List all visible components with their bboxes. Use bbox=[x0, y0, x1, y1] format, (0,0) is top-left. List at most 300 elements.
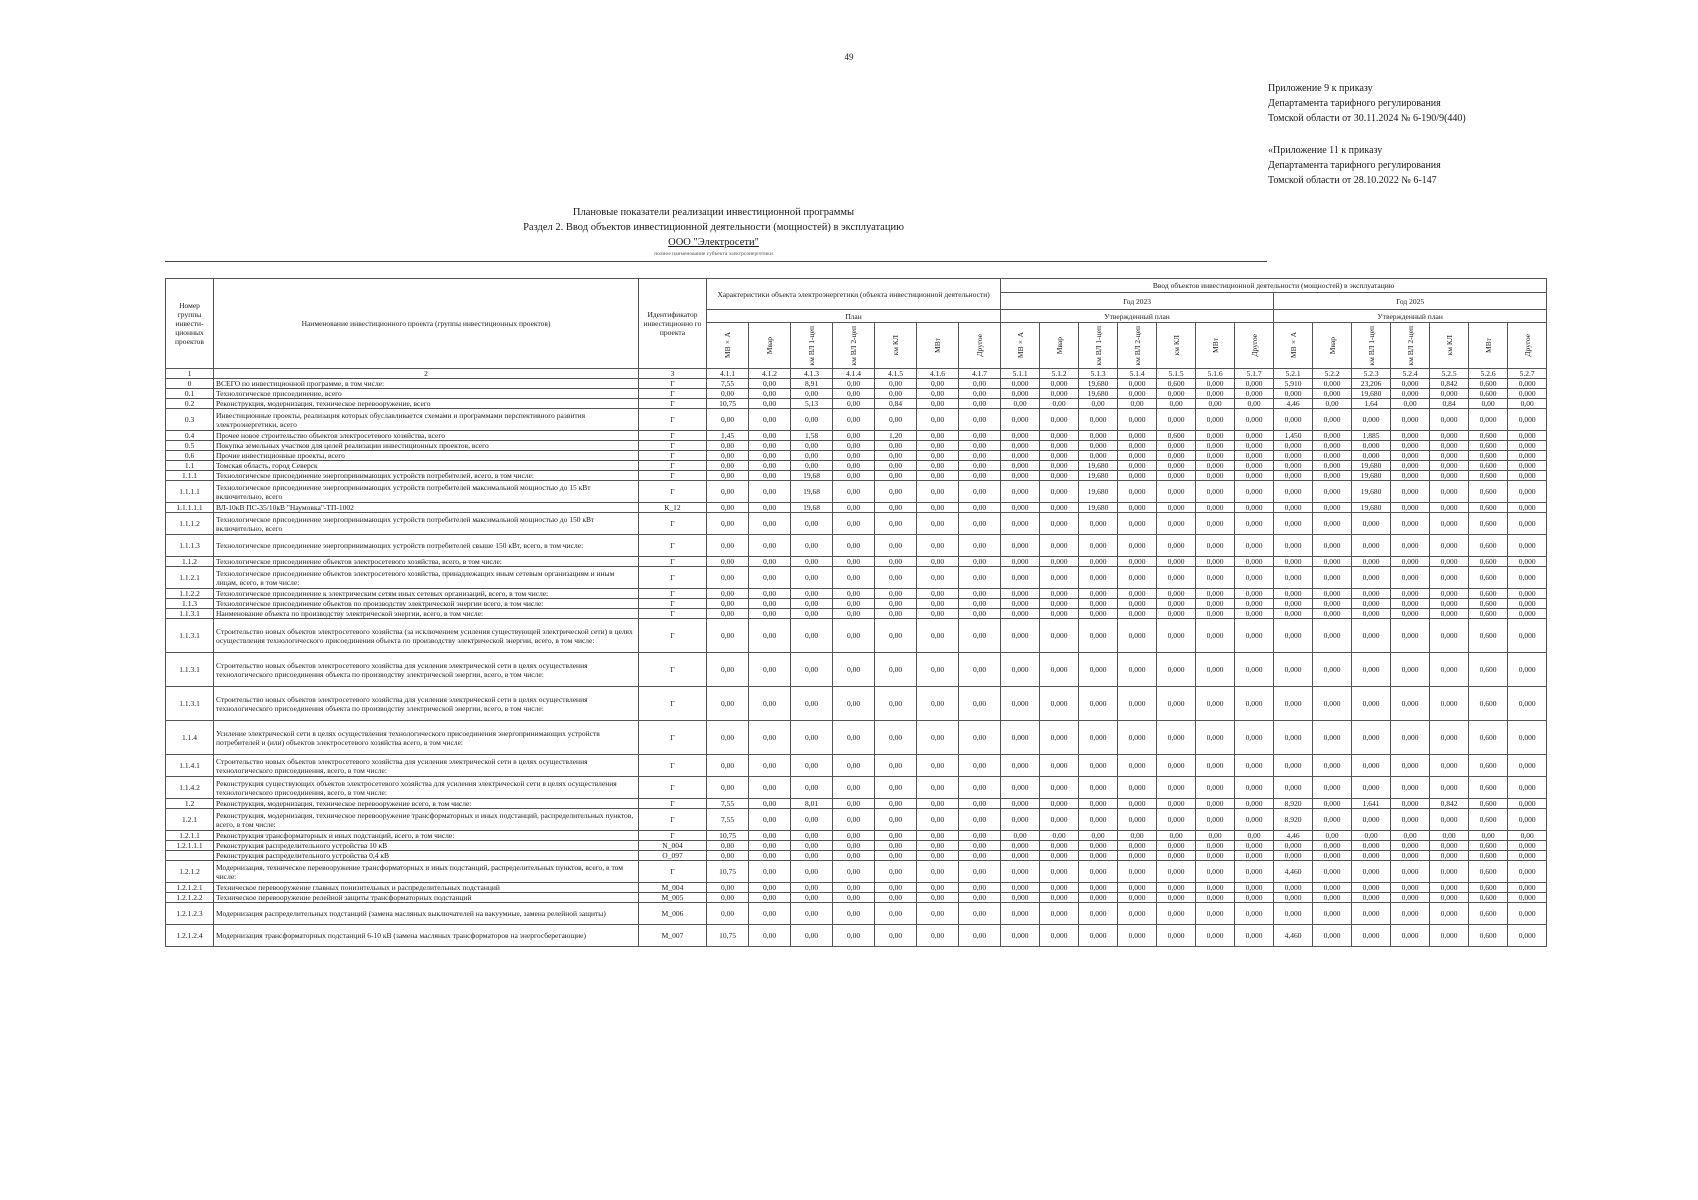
cell-y2025: 0,600 bbox=[1469, 503, 1508, 513]
cell-y2023: 19,680 bbox=[1079, 503, 1118, 513]
cell-y2023: 0,000 bbox=[1079, 557, 1118, 567]
header-unit bbox=[1118, 323, 1157, 369]
cell-y2023: 0,000 bbox=[1157, 461, 1196, 471]
cell-y2023: 0,000 bbox=[1001, 653, 1040, 687]
cell-y2023: 19,680 bbox=[1079, 461, 1118, 471]
cell-y2025: 1,885 bbox=[1352, 431, 1391, 441]
column-number: 5.2.6 bbox=[1469, 369, 1508, 379]
cell-y2023: 0,000 bbox=[1235, 557, 1274, 567]
row-project-name: Техническое перевооружение релейной защиты трансформаторных подстанций bbox=[214, 893, 639, 903]
header-unit bbox=[791, 323, 833, 369]
cell-y2023: 0,000 bbox=[1079, 409, 1118, 431]
cell-plan: 10,75 bbox=[707, 831, 749, 841]
row-number: 1.1.1 bbox=[166, 471, 214, 481]
row-identifier: M_005 bbox=[639, 893, 707, 903]
table-row bbox=[166, 409, 1547, 431]
cell-y2023: 0,000 bbox=[1235, 755, 1274, 777]
cell-y2023: 0,000 bbox=[1118, 861, 1157, 883]
cell-y2023: 0,000 bbox=[1235, 441, 1274, 451]
cell-plan: 0,00 bbox=[707, 619, 749, 653]
row-number: 1.2.1.2.4 bbox=[166, 925, 214, 947]
cell-y2025: 0,000 bbox=[1352, 589, 1391, 599]
cell-y2025: 0,000 bbox=[1274, 755, 1313, 777]
cell-plan: 0,00 bbox=[959, 925, 1001, 947]
cell-y2025: 1,641 bbox=[1352, 799, 1391, 809]
cell-y2023: 0,00 bbox=[1196, 399, 1235, 409]
cell-plan: 0,00 bbox=[749, 883, 791, 893]
cell-y2023: 0,000 bbox=[1001, 619, 1040, 653]
cell-plan: 0,00 bbox=[791, 451, 833, 461]
cell-y2025: 0,000 bbox=[1430, 883, 1469, 893]
row-identifier: Г bbox=[639, 535, 707, 557]
cell-plan: 0,00 bbox=[917, 809, 959, 831]
cell-y2023: 0,000 bbox=[1001, 755, 1040, 777]
cell-y2023: 0,00 bbox=[1235, 831, 1274, 841]
cell-y2025: 0,000 bbox=[1508, 609, 1547, 619]
cell-y2025: 0,600 bbox=[1469, 653, 1508, 687]
cell-y2025: 0,000 bbox=[1508, 535, 1547, 557]
cell-y2025: 0,000 bbox=[1430, 409, 1469, 431]
cell-y2023: 0,000 bbox=[1157, 599, 1196, 609]
cell-plan: 0,00 bbox=[707, 777, 749, 799]
cell-plan: 0,00 bbox=[875, 903, 917, 925]
cell-plan: 0,00 bbox=[749, 599, 791, 609]
cell-y2025: 0,00 bbox=[1508, 399, 1547, 409]
cell-plan: 0,00 bbox=[833, 861, 875, 883]
cell-y2025: 23,206 bbox=[1352, 379, 1391, 389]
cell-y2025: 0,000 bbox=[1508, 503, 1547, 513]
row-identifier: Г bbox=[639, 451, 707, 461]
cell-plan: 0,00 bbox=[875, 379, 917, 389]
cell-plan: 0,00 bbox=[917, 599, 959, 609]
cell-y2023: 0,00 bbox=[1001, 831, 1040, 841]
cell-y2023: 0,000 bbox=[1157, 503, 1196, 513]
cell-y2023: 0,000 bbox=[1001, 893, 1040, 903]
cell-y2023: 0,000 bbox=[1079, 535, 1118, 557]
cell-plan: 0,00 bbox=[959, 851, 1001, 861]
cell-y2023: 0,000 bbox=[1118, 461, 1157, 471]
cell-y2025: 0,600 bbox=[1469, 589, 1508, 599]
row-project-name: Модернизация распределительных подстанций (замена масляных выключателей на вакуумные, замена релейной защиты) bbox=[214, 903, 639, 925]
cell-y2025: 0,600 bbox=[1469, 567, 1508, 589]
cell-plan: 0,00 bbox=[749, 619, 791, 653]
row-project-name: Строительство новых объектов электросетевого хозяйства (за исключением усиления существующей электрической сети) в целях осуществления технологического присоединения объекта по производству электрической энергии, всего, в том числе: bbox=[214, 619, 639, 653]
cell-plan: 0,00 bbox=[917, 379, 959, 389]
header-unit bbox=[1196, 323, 1235, 369]
cell-y2023: 19,680 bbox=[1079, 379, 1118, 389]
header-unit bbox=[1352, 323, 1391, 369]
row-number: 0.6 bbox=[166, 451, 214, 461]
row-project-name: ВЛ-10кВ ПС-35/10кВ "Наумовка"-ТП-1002 bbox=[214, 503, 639, 513]
cell-y2025: 0,000 bbox=[1508, 461, 1547, 471]
table-row bbox=[166, 599, 1547, 609]
cell-y2023: 0,000 bbox=[1235, 535, 1274, 557]
cell-y2023: 0,000 bbox=[1040, 441, 1079, 451]
row-project-name: Технологическое присоединение энергопринимающих устройств потребителей максимальной мощностью до 15 кВт включительно, всего bbox=[214, 481, 639, 503]
column-number: 5.1.4 bbox=[1118, 369, 1157, 379]
cell-plan: 0,00 bbox=[791, 755, 833, 777]
cell-y2025: 0,000 bbox=[1391, 755, 1430, 777]
row-identifier: Г bbox=[639, 557, 707, 567]
cell-y2023: 0,000 bbox=[1001, 451, 1040, 461]
row-project-name: Техническое перевооружение главных понизительных и распределительных подстанций bbox=[214, 883, 639, 893]
cell-y2023: 0,000 bbox=[1040, 841, 1079, 851]
page-number: 49 bbox=[844, 52, 854, 62]
table-row bbox=[166, 841, 1547, 851]
cell-y2023: 0,00 bbox=[1040, 831, 1079, 841]
cell-y2025: 0,600 bbox=[1469, 851, 1508, 861]
cell-y2025: 0,000 bbox=[1274, 777, 1313, 799]
cell-y2023: 0,000 bbox=[1235, 925, 1274, 947]
cell-y2023: 0,000 bbox=[1040, 589, 1079, 599]
row-identifier: Г bbox=[639, 831, 707, 841]
cell-y2023: 0,000 bbox=[1157, 687, 1196, 721]
cell-plan: 19,68 bbox=[791, 481, 833, 503]
cell-y2025: 0,000 bbox=[1391, 431, 1430, 441]
cell-y2025: 0,000 bbox=[1508, 809, 1547, 831]
cell-y2023: 0,000 bbox=[1001, 599, 1040, 609]
cell-y2025: 0,000 bbox=[1274, 883, 1313, 893]
cell-y2025: 0,000 bbox=[1508, 721, 1547, 755]
table-row bbox=[166, 589, 1547, 599]
table-row bbox=[166, 379, 1547, 389]
cell-y2025: 0,000 bbox=[1508, 687, 1547, 721]
cell-plan: 0,00 bbox=[875, 721, 917, 755]
cell-y2025: 0,84 bbox=[1430, 399, 1469, 409]
cell-y2025: 0,000 bbox=[1508, 619, 1547, 653]
row-identifier: Г bbox=[639, 567, 707, 589]
cell-y2023: 0,000 bbox=[1235, 567, 1274, 589]
column-number: 4.1.5 bbox=[875, 369, 917, 379]
table-row bbox=[166, 851, 1547, 861]
cell-plan: 0,00 bbox=[875, 841, 917, 851]
header-unit-label: км ВЛ 1-цеп bbox=[807, 325, 816, 366]
cell-plan: 0,00 bbox=[959, 441, 1001, 451]
row-identifier: Г bbox=[639, 389, 707, 399]
cell-plan: 0,00 bbox=[749, 461, 791, 471]
row-number: 1.1.3.1 bbox=[166, 619, 214, 653]
cell-y2025: 0,000 bbox=[1391, 599, 1430, 609]
cell-plan: 0,00 bbox=[791, 809, 833, 831]
cell-plan: 0,00 bbox=[959, 777, 1001, 799]
cell-y2023: 0,000 bbox=[1196, 471, 1235, 481]
header-unit-label: км ВЛ 1-цеп bbox=[1093, 325, 1103, 366]
cell-y2025: 0,600 bbox=[1469, 687, 1508, 721]
cell-plan: 0,00 bbox=[833, 799, 875, 809]
cell-y2025: 0,000 bbox=[1508, 893, 1547, 903]
header-unit bbox=[875, 323, 917, 369]
cell-plan: 0,00 bbox=[791, 893, 833, 903]
cell-y2025: 0,600 bbox=[1469, 481, 1508, 503]
cell-y2025: 0,000 bbox=[1352, 721, 1391, 755]
cell-y2025: 0,000 bbox=[1391, 777, 1430, 799]
header-unit-label: МВ×А bbox=[1288, 332, 1298, 359]
cell-plan: 0,00 bbox=[917, 893, 959, 903]
column-number: 4.1.1 bbox=[707, 369, 749, 379]
cell-y2023: 0,000 bbox=[1079, 599, 1118, 609]
cell-y2025: 0,000 bbox=[1508, 777, 1547, 799]
cell-plan: 0,00 bbox=[875, 409, 917, 431]
cell-plan: 0,00 bbox=[875, 513, 917, 535]
cell-y2025: 0,000 bbox=[1391, 883, 1430, 893]
cell-y2023: 0,000 bbox=[1157, 535, 1196, 557]
cell-y2023: 0,000 bbox=[1196, 567, 1235, 589]
header-unit-label: км КЛ bbox=[1444, 335, 1454, 356]
cell-plan: 0,00 bbox=[833, 431, 875, 441]
cell-y2025: 0,000 bbox=[1391, 567, 1430, 589]
row-identifier: Г bbox=[639, 379, 707, 389]
cell-y2023: 0,000 bbox=[1040, 619, 1079, 653]
cell-y2025: 0,000 bbox=[1352, 451, 1391, 461]
cell-y2023: 0,000 bbox=[1196, 379, 1235, 389]
cell-plan: 0,00 bbox=[791, 557, 833, 567]
cell-plan: 0,00 bbox=[833, 653, 875, 687]
cell-plan: 0,00 bbox=[749, 431, 791, 441]
cell-y2023: 0,000 bbox=[1079, 653, 1118, 687]
cell-y2023: 0,000 bbox=[1118, 799, 1157, 809]
cell-plan: 0,00 bbox=[791, 841, 833, 851]
cell-y2025: 0,000 bbox=[1313, 567, 1352, 589]
row-identifier: Г bbox=[639, 687, 707, 721]
cell-plan: 1,45 bbox=[707, 431, 749, 441]
header-unit-label: км ВЛ 2-цеп bbox=[849, 325, 858, 366]
cell-y2023: 0,000 bbox=[1118, 609, 1157, 619]
cell-y2023: 0,000 bbox=[1157, 799, 1196, 809]
cell-plan: 0,00 bbox=[833, 513, 875, 535]
row-number: 0.3 bbox=[166, 409, 214, 431]
table-row bbox=[166, 557, 1547, 567]
cell-plan: 0,00 bbox=[959, 431, 1001, 441]
cell-y2023: 0,000 bbox=[1196, 903, 1235, 925]
header-approved-plan-2023: Утвержденный план bbox=[1001, 310, 1274, 323]
cell-plan: 0,00 bbox=[791, 441, 833, 451]
cell-y2023: 0,000 bbox=[1196, 589, 1235, 599]
cell-plan: 0,00 bbox=[833, 503, 875, 513]
cell-y2023: 0,000 bbox=[1118, 599, 1157, 609]
cell-y2025: 0,000 bbox=[1352, 883, 1391, 893]
cell-y2025: 0,000 bbox=[1430, 721, 1469, 755]
cell-y2023: 0,000 bbox=[1079, 513, 1118, 535]
row-project-name: Реконструкция существующих объектов электросетевого хозяйства для усиления электрической сети в целях осуществления технологического присоединения, всего, в том числе: bbox=[214, 777, 639, 799]
header-unit bbox=[1508, 323, 1547, 369]
cell-plan: 0,00 bbox=[707, 513, 749, 535]
cell-y2025: 0,000 bbox=[1430, 619, 1469, 653]
row-number: 1.1 bbox=[166, 461, 214, 471]
cell-y2025: 0,000 bbox=[1352, 841, 1391, 851]
cell-plan: 0,00 bbox=[959, 619, 1001, 653]
cell-y2023: 0,000 bbox=[1118, 851, 1157, 861]
cell-y2025: 5,910 bbox=[1274, 379, 1313, 389]
cell-plan: 0,00 bbox=[833, 687, 875, 721]
cell-y2025: 0,600 bbox=[1469, 925, 1508, 947]
column-number: 4.1.3 bbox=[791, 369, 833, 379]
row-identifier: Г bbox=[639, 471, 707, 481]
cell-plan: 0,00 bbox=[749, 557, 791, 567]
cell-y2023: 0,000 bbox=[1079, 441, 1118, 451]
cell-plan: 0,00 bbox=[707, 441, 749, 451]
cell-y2025: 0,000 bbox=[1430, 903, 1469, 925]
row-identifier: Г bbox=[639, 461, 707, 471]
cell-y2025: 0,00 bbox=[1391, 399, 1430, 409]
cell-y2023: 0,000 bbox=[1001, 609, 1040, 619]
cell-y2025: 0,842 bbox=[1430, 799, 1469, 809]
cell-y2025: 0,00 bbox=[1391, 831, 1430, 841]
cell-y2023: 0,000 bbox=[1118, 471, 1157, 481]
cell-y2023: 0,000 bbox=[1079, 721, 1118, 755]
cell-y2025: 0,600 bbox=[1469, 755, 1508, 777]
cell-y2025: 4,46 bbox=[1274, 399, 1313, 409]
cell-plan: 0,00 bbox=[959, 503, 1001, 513]
cell-plan: 0,00 bbox=[791, 513, 833, 535]
cell-plan: 0,00 bbox=[749, 687, 791, 721]
row-project-name: Наименование объекта по производству электрической энергии, всего, в том числе: bbox=[214, 609, 639, 619]
cell-y2023: 0,000 bbox=[1196, 653, 1235, 687]
header-unit bbox=[1274, 323, 1313, 369]
cell-y2025: 0,000 bbox=[1430, 503, 1469, 513]
cell-y2023: 0,00 bbox=[1040, 399, 1079, 409]
cell-plan: 0,00 bbox=[917, 589, 959, 599]
cell-y2023: 0,000 bbox=[1001, 589, 1040, 599]
cell-y2025: 0,000 bbox=[1313, 777, 1352, 799]
cell-plan: 0,00 bbox=[917, 481, 959, 503]
cell-plan: 0,00 bbox=[749, 861, 791, 883]
cell-y2025: 0,000 bbox=[1313, 557, 1352, 567]
cell-y2025: 0,000 bbox=[1508, 883, 1547, 893]
cell-y2025: 0,000 bbox=[1430, 609, 1469, 619]
cell-y2023: 0,000 bbox=[1235, 389, 1274, 399]
cell-plan: 0,00 bbox=[917, 903, 959, 925]
cell-y2023: 0,000 bbox=[1040, 503, 1079, 513]
cell-plan: 0,00 bbox=[707, 721, 749, 755]
cell-y2025: 0,000 bbox=[1313, 441, 1352, 451]
header-unit-label: Другое bbox=[975, 334, 985, 357]
cell-plan: 0,00 bbox=[959, 599, 1001, 609]
cell-y2023: 0,000 bbox=[1040, 409, 1079, 431]
cell-y2023: 0,000 bbox=[1118, 925, 1157, 947]
cell-plan: 0,00 bbox=[959, 721, 1001, 755]
cell-y2025: 0,000 bbox=[1313, 841, 1352, 851]
cell-y2023: 0,000 bbox=[1157, 861, 1196, 883]
cell-plan: 0,00 bbox=[707, 893, 749, 903]
cell-plan: 0,00 bbox=[917, 831, 959, 841]
table-row bbox=[166, 861, 1547, 883]
cell-plan: 0,00 bbox=[917, 841, 959, 851]
cell-plan: 0,00 bbox=[833, 619, 875, 653]
document-title: Плановые показатели реализации инвестиционной программы bbox=[572, 207, 855, 218]
cell-y2025: 0,000 bbox=[1274, 653, 1313, 687]
cell-plan: 0,00 bbox=[833, 599, 875, 609]
cell-plan: 0,00 bbox=[749, 481, 791, 503]
cell-plan: 0,00 bbox=[749, 471, 791, 481]
cell-y2025: 0,000 bbox=[1391, 451, 1430, 461]
cell-plan: 0,00 bbox=[875, 451, 917, 461]
cell-plan: 0,00 bbox=[749, 903, 791, 925]
table-row bbox=[166, 389, 1547, 399]
row-identifier: Г bbox=[639, 399, 707, 409]
header-unit bbox=[1313, 323, 1352, 369]
cell-y2023: 0,000 bbox=[1196, 481, 1235, 503]
cell-y2025: 0,000 bbox=[1430, 557, 1469, 567]
cell-y2025: 0,000 bbox=[1274, 389, 1313, 399]
row-project-name: Покупка земельных участков для целей реализации инвестиционных проектов, всего bbox=[214, 441, 639, 451]
cell-plan: 0,00 bbox=[749, 535, 791, 557]
cell-y2023: 0,000 bbox=[1079, 567, 1118, 589]
header-project-name: Наименование инвестиционного проекта (группы инвестиционных проектов) bbox=[214, 279, 639, 369]
header-unit-label: МВ×А bbox=[723, 332, 732, 359]
row-identifier: Г bbox=[639, 481, 707, 503]
cell-y2023: 0,000 bbox=[1001, 389, 1040, 399]
cell-y2023: 0,00 bbox=[1235, 399, 1274, 409]
cell-y2025: 0,000 bbox=[1391, 799, 1430, 809]
column-number: 5.2.3 bbox=[1352, 369, 1391, 379]
cell-y2023: 0,000 bbox=[1235, 903, 1274, 925]
header-unit-label: МВ×А bbox=[1015, 332, 1025, 359]
cell-y2025: 0,000 bbox=[1391, 471, 1430, 481]
cell-plan: 0,00 bbox=[707, 883, 749, 893]
cell-plan: 0,00 bbox=[707, 461, 749, 471]
cell-y2025: 0,000 bbox=[1391, 851, 1430, 861]
organization-caption: полное наименование субъекта электроэнергетики bbox=[654, 251, 773, 257]
cell-y2023: 0,000 bbox=[1040, 851, 1079, 861]
row-number: 1.2.1.2.2 bbox=[166, 893, 214, 903]
cell-plan: 0,00 bbox=[875, 503, 917, 513]
appendix-line: Приложение 9 к приказу bbox=[1268, 83, 1373, 94]
row-identifier: Г bbox=[639, 513, 707, 535]
cell-y2025: 0,000 bbox=[1391, 503, 1430, 513]
cell-plan: 0,00 bbox=[959, 481, 1001, 503]
cell-y2023: 0,000 bbox=[1235, 609, 1274, 619]
cell-y2023: 0,000 bbox=[1196, 883, 1235, 893]
cell-y2023: 0,000 bbox=[1040, 799, 1079, 809]
cell-y2023: 0,600 bbox=[1157, 431, 1196, 441]
cell-y2023: 0,00 bbox=[1196, 831, 1235, 841]
cell-plan: 0,00 bbox=[707, 389, 749, 399]
cell-plan: 0,00 bbox=[917, 535, 959, 557]
cell-y2025: 0,000 bbox=[1274, 721, 1313, 755]
cell-plan: 0,00 bbox=[875, 589, 917, 599]
cell-y2023: 0,000 bbox=[1118, 777, 1157, 799]
cell-y2023: 0,000 bbox=[1001, 461, 1040, 471]
cell-y2023: 0,000 bbox=[1040, 809, 1079, 831]
cell-plan: 0,00 bbox=[875, 799, 917, 809]
cell-y2025: 0,000 bbox=[1430, 851, 1469, 861]
cell-y2025: 0,600 bbox=[1469, 379, 1508, 389]
cell-plan: 0,00 bbox=[707, 567, 749, 589]
cell-y2025: 0,000 bbox=[1430, 777, 1469, 799]
cell-y2025: 4,460 bbox=[1274, 925, 1313, 947]
table-row bbox=[166, 431, 1547, 441]
cell-y2023: 0,000 bbox=[1235, 409, 1274, 431]
header-commissioning: Ввод объектов инвестиционной деятельности (мощностей) в эксплуатацию bbox=[1001, 279, 1547, 293]
cell-y2023: 0,000 bbox=[1157, 851, 1196, 861]
table-row bbox=[166, 831, 1547, 841]
row-number: 1.1.4.1 bbox=[166, 755, 214, 777]
cell-y2023: 0,000 bbox=[1157, 653, 1196, 687]
cell-y2023: 0,000 bbox=[1040, 903, 1079, 925]
cell-y2025: 0,000 bbox=[1430, 809, 1469, 831]
cell-y2023: 0,000 bbox=[1196, 431, 1235, 441]
cell-y2025: 0,000 bbox=[1508, 653, 1547, 687]
cell-plan: 0,00 bbox=[833, 461, 875, 471]
row-project-name: Технологическое присоединение энергопринимающих устройств потребителей, всего, в том числе: bbox=[214, 471, 639, 481]
cell-plan: 0,00 bbox=[917, 461, 959, 471]
header-unit bbox=[1430, 323, 1469, 369]
cell-y2025: 0,000 bbox=[1391, 589, 1430, 599]
header-year-2023: Год 2023 bbox=[1001, 293, 1274, 310]
cell-y2023: 0,000 bbox=[1157, 925, 1196, 947]
cell-y2025: 19,680 bbox=[1352, 471, 1391, 481]
table-row bbox=[166, 777, 1547, 799]
